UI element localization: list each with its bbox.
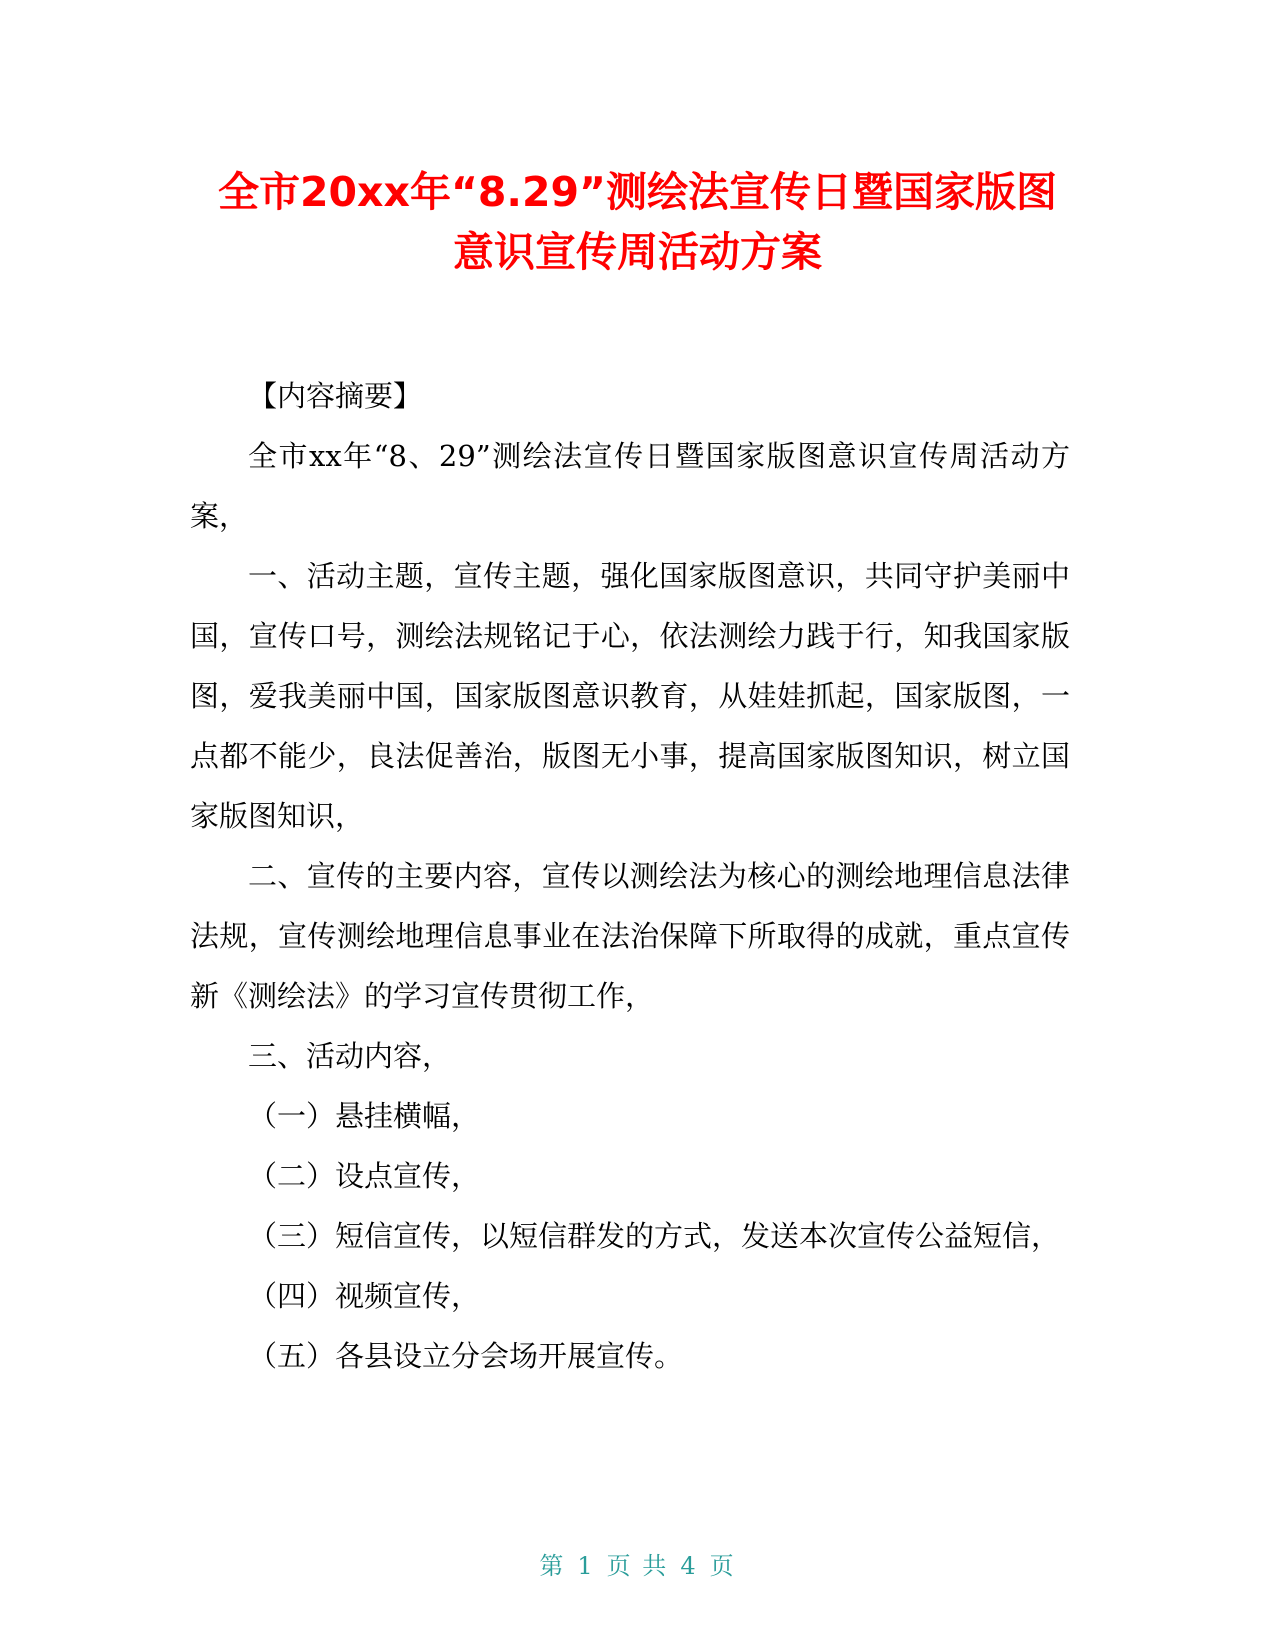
- page-footer: [0, 1546, 1275, 1581]
- paragraph-section-1: 一、活动主题，宣传主题，强化国家版图意识，共同守护美丽中国，宣传口号，测绘法规铭记于心，依法测绘力践于行，知我国家版图，爱我美丽中国，国家版图意识教育，从娃娃抓起，国家版图，一点都不能少，良法促善治，版图无小事，提高国家版图知识，树立国家版图知识，: [190, 559, 1070, 833]
- footer-mid: 页 共: [606, 1552, 669, 1580]
- list-item-4: （四）视频宣传，: [248, 1279, 481, 1313]
- title-line-1: 全市20xx年“8.29”测绘法宣传日暨国家版图: [218, 168, 1057, 216]
- list-item-2: （二）设点宣传，: [248, 1159, 481, 1193]
- list-item-3: （三）短信宣传，以短信群发的方式，发送本次宣传公益短信，: [248, 1219, 1061, 1253]
- summary-heading: 【内容摘要】: [248, 379, 423, 413]
- paragraph-section-2: 二、宣传的主要内容，宣传以测绘法为核心的测绘地理信息法律法规，宣传测绘地理信息事业在法治保障下所取得的成就，重点宣传新《测绘法》的学习宣传贯彻工作，: [190, 859, 1070, 1013]
- footer-suffix: 页: [709, 1552, 736, 1580]
- footer-prefix: 第: [539, 1552, 566, 1580]
- footer-page-number: 1: [577, 1552, 595, 1580]
- document-body: [190, 366, 1070, 1386]
- paragraph-section-3: 三、活动内容，: [248, 1039, 452, 1073]
- list-item-5: （五）各县设立分会场开展宣传。: [248, 1339, 684, 1373]
- paragraph-intro: 全市xx年“8、29”测绘法宣传日暨国家版图意识宣传周活动方案，: [190, 439, 1070, 533]
- document-title: [150, 162, 1125, 282]
- list-item-1: （一）悬挂横幅，: [248, 1099, 481, 1133]
- footer-page-total: 4: [680, 1552, 698, 1580]
- title-line-2: 意识宣传周活动方案: [453, 228, 822, 276]
